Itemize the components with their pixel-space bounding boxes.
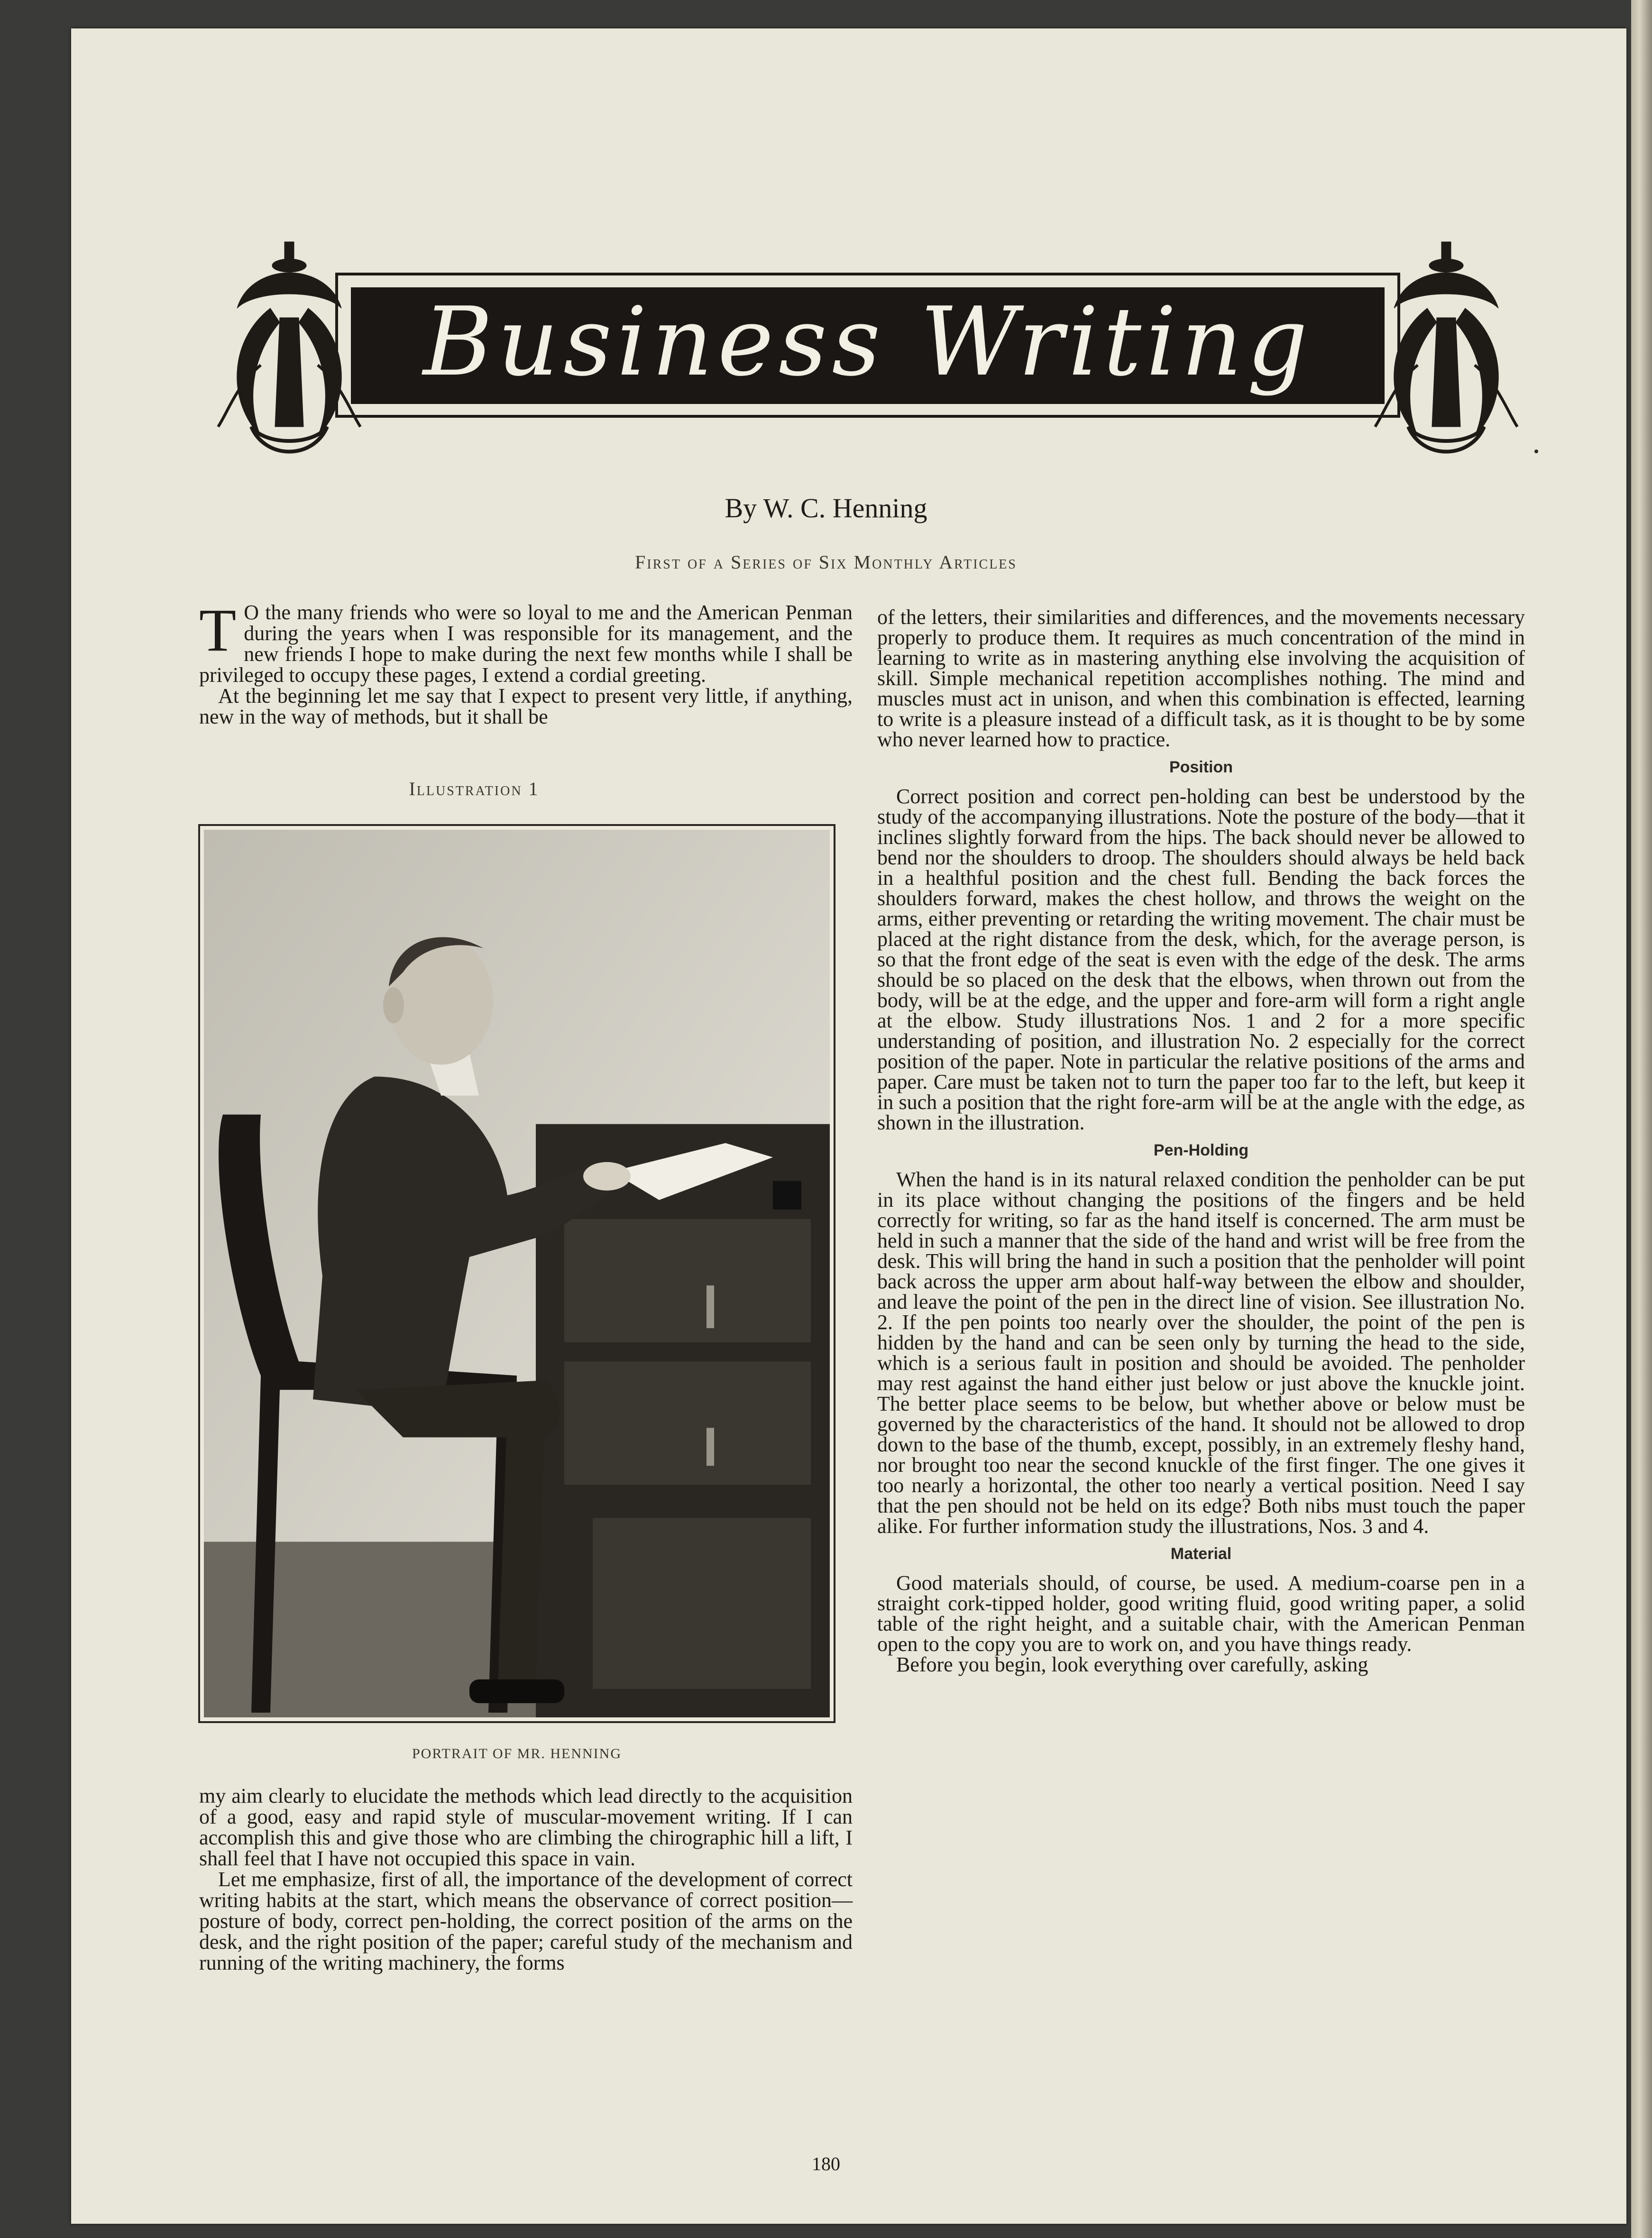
title-banner (209, 223, 1527, 469)
intro-paragraph: T O the many friends who were so loyal to me and the American Penman during the years when I was responsible for its management, and the new friends I hope to make during the next few months while I shall be privileged to occupy these pages, I extend a cordial greeting. (199, 596, 853, 687)
left-column-top (199, 596, 853, 728)
photo-caption: PORTRAIT OF MR. HENNING (412, 1746, 622, 1761)
drop-cap: T (199, 596, 237, 664)
page-number: 180 (812, 2153, 840, 2174)
series-subtitle: First of a Series of Six Monthly Articles (635, 551, 1017, 573)
paragraph: Correct position and correct pen-holding can best be understood by the study of the accompanying illustrations. Note the posture of the body—that it inclines slightly forward from the hips. The back should never be allowed to bend nor the shoulders to droop. The shoulders should always be held back in a healthful position and the chest full. Bending the back forces the shoulders forward, makes the chest hollow, and throws the weight on the arms, either preventing or retarding the writing movement. The chair must be placed at the right distance from the desk, which, for the average person, is so that the front edge of the seat is even with the edge of the desk. The arms should be so placed on the desk that the elbows, when thrown out from the body, will be at the edge, and the upper and fore-arm will form a right angle at the elbow. Study illustrations Nos. 1 and 2 for a more specific understanding of position, and illustration No. 2 especially for the correct position of the paper. Note in particular the relative positions of the arms and paper. Care must be taken not to turn the paper too far to the left, but keep it in such a position that the right fore-arm will be at the angle with the edge, as shown in the illustration. (877, 785, 1525, 1134)
paragraph: Let me emphasize, first of all, the importance of the development of correct writing habits at the start, which means the observance of correct position—posture of body, correct pen-holding, the correct position of the arms on the desk, and the right position of the paper; careful study of the mechanism and running of the writing machinery, the forms (199, 1868, 853, 1974)
paragraph: At the beginning let me say that I expect to present very little, if anything, new in the way of methods, but it shall be (199, 684, 853, 728)
banner-title: Business Writing (423, 287, 1312, 397)
book-edge (1631, 0, 1652, 2238)
paragraph: Before you begin, look everything over carefully, asking (896, 1653, 1368, 1676)
byline: By W. C. Henning (725, 493, 927, 523)
paragraph: of the letters, their similarities and differences, and the movements necessary properly to produce them. It requires as much concentration of the mind in learning to write as in mastering anything else involving the acquisition of skill. Simple mechanical repetition accomplishes nothing. The mind and muscles must act in unison, and when this combination is effected, learning to write is a pleasure instead of a difficult task, as it is thought to be by some who never learned how to practice. (877, 605, 1525, 751)
section-heading-position: Position (1169, 758, 1233, 776)
left-column-bottom (199, 1786, 853, 1973)
right-column (877, 607, 1525, 1675)
section-heading-material: Material (1170, 1545, 1232, 1563)
portrait-photo (198, 824, 835, 1723)
illustration-label: Illustration 1 (409, 778, 540, 799)
section-heading-pen-holding: Pen-Holding (1153, 1141, 1249, 1159)
paragraph: When the hand is in its natural relaxed condition the penholder can be put in its place without changing the positions of the fingers and be held correctly for writing, so far as the hand itself is concerned. The arm must be held in such a manner that the side of the hand and wrist will be free from the desk. This will bring the hand in such a position that the penholder will point back across the upper arm about half-way between the elbow and shoulder, and leave the point of the pen in the direct line of vision. See illustration No. 2. If the pen points too nearly over the shoulder, the point of the pen is hidden by the hand and can be seen only by turning the head to the side, which is a serious fault in position and should be avoided. The penholder may rest against the hand either just below or just above the knuckle joint. The better place seems to be below, but whether above or below must be governed by the characteristics of the hand. It should not be allowed to drop down to the base of the thumb, except, possibly, in an extremely fleshy hand, nor brought too near the second knuckle of the first finger. The one gives it too nearly a horizontal, the other too nearly a vertical position. Need I say that the pen should not be held on its edge? Both nibs must touch the paper alike. For further information study the illustrations, Nos. 3 and 4. (877, 1168, 1525, 1538)
paragraph: Good materials should, of course, be used. A medium-coarse pen in a straight cork-tipped holder, good writing fluid, good writing paper, a solid table of the right height, and a suitable chair, with the American Penman open to the copy you are to work on, and you have things ready. (877, 1571, 1525, 1656)
paragraph: my aim clearly to elucidate the methods which lead directly to the acquisition of a good, easy and rapid style of muscular-movement writing. If I can accomplish this and give those who are climbing the chirographic hill a lift, I shall feel that I have not occupied this space in vain. (199, 1784, 853, 1870)
print-speck (1534, 449, 1538, 453)
